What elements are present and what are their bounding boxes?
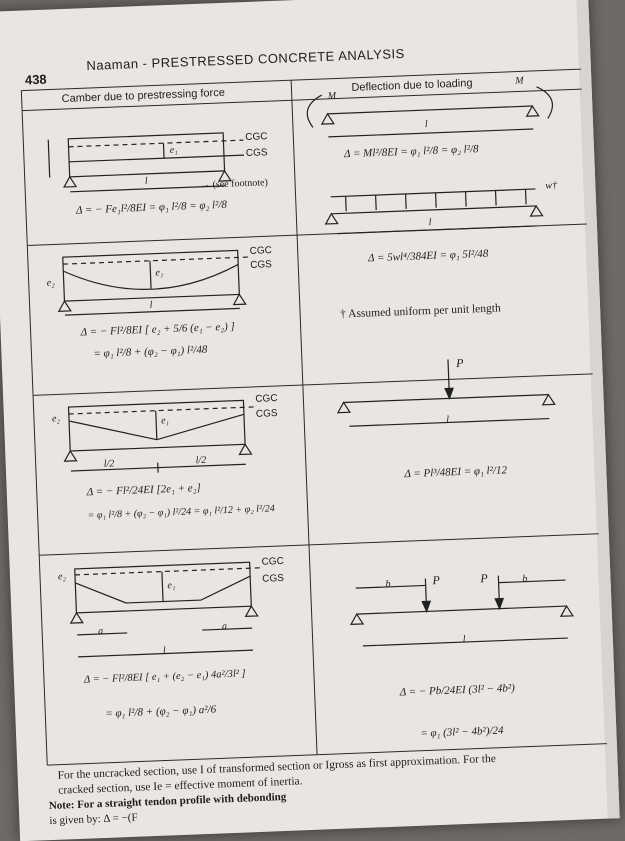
span-label: l (428, 217, 431, 228)
cgc-label: CGC (245, 131, 268, 143)
load-label: P (480, 571, 488, 586)
running-head: Naaman - PRESTRESSED CONCRETE ANALYSIS (86, 46, 405, 73)
formula-parabolic-line2: = φ₁ l²/8 + (φ₂ − φ₁) l²/48 (93, 344, 207, 360)
e1-label: e₁ (167, 580, 175, 591)
a-label: a (222, 621, 227, 632)
formula-harped-line2: = φ₁ l²/8 + (φ₂ − φ₁) l²/24 = φ₁ l²/12 + φ₂ l²/24 (88, 503, 275, 521)
cgs-label: CGS (262, 573, 284, 585)
load-label: P (432, 573, 440, 588)
cgs-label: CGS (256, 408, 278, 420)
half-span-label: l/2 (195, 455, 206, 466)
cgc-label: CGC (249, 245, 272, 257)
half-span-label: l/2 (104, 458, 115, 469)
formula-end-moments: Δ = Ml²/8EI = φ₁ l²/8 = φ₂ l²/8 (344, 143, 479, 160)
e2-label: e₂ (47, 277, 55, 288)
cgc-label: CGC (261, 556, 284, 568)
formula-two-point-loads-line2: = φ₁ (3l² − 4b²)/24 (420, 725, 504, 740)
left-column-title: Camber due to prestressing force (61, 87, 225, 105)
span-label: l (163, 645, 166, 656)
e1-label: e₁ (170, 145, 178, 156)
e1-label: e₁ (155, 267, 163, 278)
formula-two-point-loads-line1: Δ = − Pb/24EI (3l² − 4b²) (399, 682, 515, 698)
span-label: l (145, 176, 148, 187)
formula-double-harped-line2: = φ₁ l²/8 + (φ₂ − φ₁) a²/6 (105, 704, 216, 720)
footer-line-2: cracked section, use Ie = effective moment of inertia. (58, 775, 303, 796)
formula-double-harped-line1: Δ = − Fl²/8EI [ e₁ + (e₂ − e₁) 4a²/3l² ] (84, 668, 246, 685)
moment-label: M (515, 75, 524, 86)
b-label: b (522, 574, 527, 585)
w-label: w† (545, 180, 557, 191)
moment-label: M (328, 91, 337, 102)
footer-line-4: is given by: Δ = −(F (49, 812, 138, 827)
formula-harped-line1: Δ = − Fl²/24EI [2e₁ + e₂] (87, 482, 201, 498)
e1-label: e₁ (161, 415, 169, 426)
span-label: l (425, 119, 428, 130)
e2-label: e₂ (52, 413, 60, 424)
cgs-label: CGS (246, 147, 268, 159)
b-label: b (385, 579, 390, 590)
a-label: a (98, 626, 103, 637)
span-label: l (149, 300, 152, 311)
e2-label: e₂ (58, 571, 66, 582)
formula-straight-tendon: Δ = − Fe₁l²/8EI = φ₁ l²/8 = φ₂ l²/8 (76, 199, 227, 217)
formula-uniform-load: Δ = 5wl⁴/384EI = φ₁ 5l²/48 (368, 248, 489, 265)
span-label: l (446, 414, 449, 425)
footer-line-1: For the uncracked section, use I of transformed section or Igross as first approximation. For the (57, 753, 496, 782)
page-number: 438 (25, 72, 47, 88)
span-label: l (463, 634, 466, 645)
load-label: P (456, 356, 464, 371)
see-footnote: → (see footnote) (200, 177, 268, 191)
formula-center-point-load: Δ = Pl³/48EI = φ₁ l²/12 (404, 464, 507, 480)
footer-line-3: Note: For a straight tendon profile with debonding (49, 791, 287, 812)
cgs-label: CGS (250, 259, 272, 271)
cgc-label: CGC (255, 393, 278, 405)
formula-parabolic-line1: Δ = − Fl²/8EI [ e₂ + 5/6 (e₁ − e₂) ] (80, 321, 235, 339)
right-column-title: Deflection due to loading (351, 77, 472, 94)
uniform-load-note: † Assumed uniform per unit length (340, 302, 501, 320)
